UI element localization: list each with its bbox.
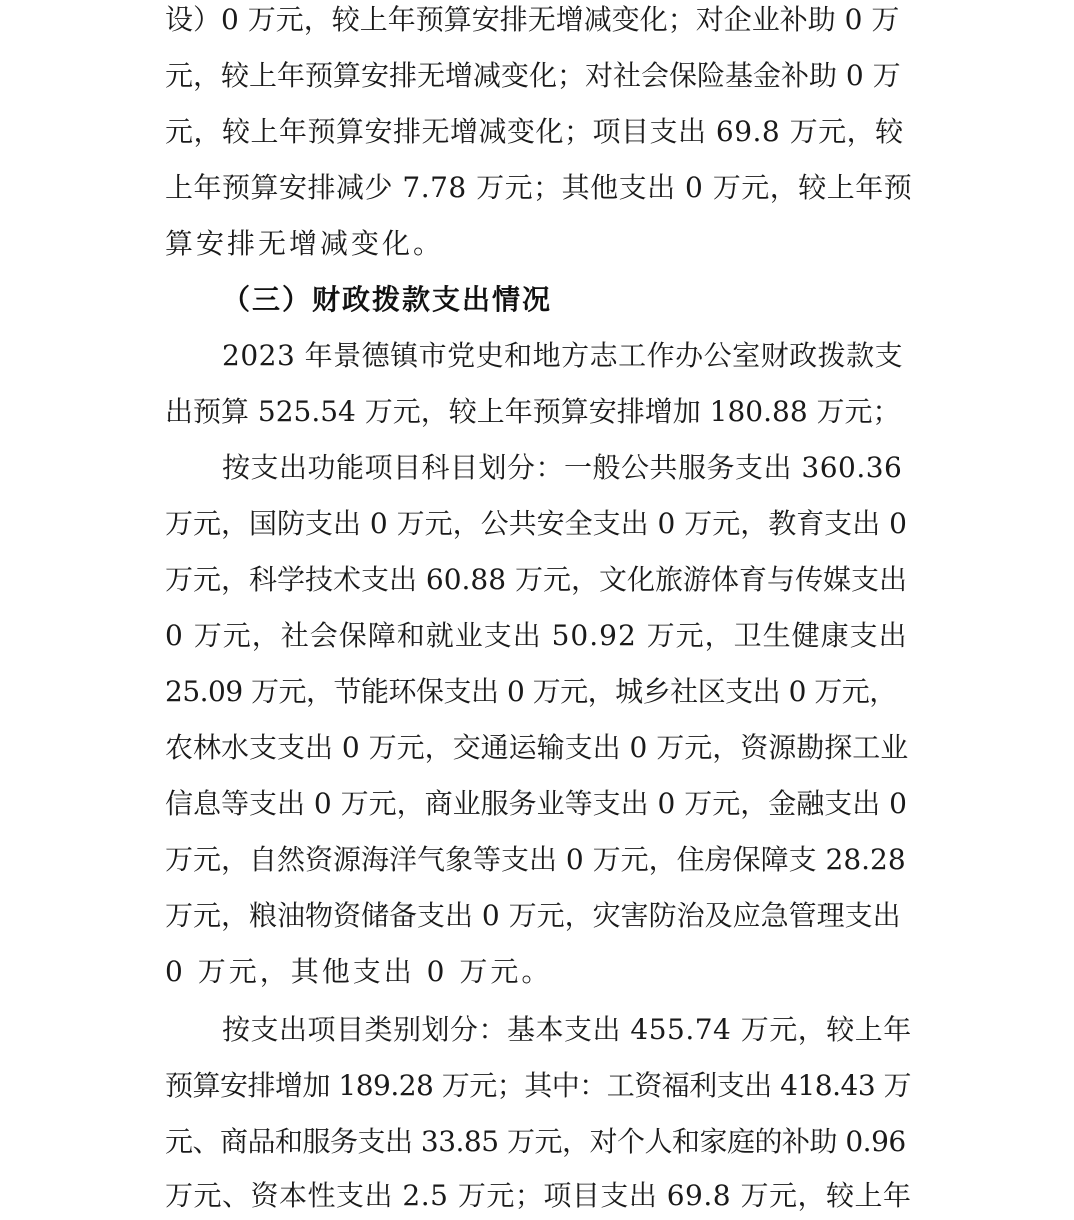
paragraph-line: 农林水支支出 0 万元，交通运输支出 0 万元，资源勘探工业: [165, 731, 909, 764]
paragraph-line: 设）0 万元，较上年预算安排无增减变化；对企业补助 0 万: [165, 3, 900, 36]
paragraph-line: 万元、资本性支出 2.5 万元；项目支出 69.8 万元，较上年: [165, 1179, 912, 1212]
paragraph-line: 元，较上年预算安排无增减变化；项目支出 69.8 万元，较: [165, 115, 904, 148]
paragraph-line: 信息等支出 0 万元，商业服务业等支出 0 万元，金融支出 0: [165, 787, 907, 820]
paragraph-line: 上年预算安排减少 7.78 万元；其他支出 0 万元，较上年预: [165, 171, 913, 204]
section-heading: （三）财政拨款支出情况: [222, 283, 553, 316]
paragraph-line: 万元，国防支出 0 万元，公共安全支出 0 万元，教育支出 0: [165, 507, 907, 540]
paragraph-line: 元，较上年预算安排无增减变化；对社会保险基金补助 0 万: [165, 59, 901, 92]
paragraph-line: 按支出项目类别划分：基本支出 455.74 万元，较上年: [222, 1013, 912, 1046]
paragraph-line: 出预算 525.54 万元，较上年预算安排增加 180.88 万元；: [165, 395, 901, 428]
paragraph-line: 元、商品和服务支出 33.85 万元，对个人和家庭的补助 0.96: [165, 1125, 906, 1158]
paragraph-line: 2023 年景德镇市党史和地方志工作办公室财政拨款支: [222, 339, 904, 372]
paragraph-line: 算安排无增减变化。: [165, 227, 445, 260]
paragraph-line: 万元，粮油物资储备支出 0 万元，灾害防治及应急管理支出: [165, 899, 901, 932]
paragraph-line: 万元，科学技术支出 60.88 万元，文化旅游体育与传媒支出: [165, 563, 907, 596]
paragraph-line: 按支出功能项目科目划分：一般公共服务支出 360.36: [222, 451, 903, 484]
paragraph-line: 预算安排增加 189.28 万元；其中：工资福利支出 418.43 万: [165, 1069, 912, 1102]
paragraph-line: 0 万元，其他支出 0 万元。: [165, 955, 553, 988]
paragraph-line: 0 万元，社会保障和就业支出 50.92 万元，卫生健康支出: [165, 619, 908, 652]
paragraph-line: 万元，自然资源海洋气象等支出 0 万元，住房保障支 28.28: [165, 843, 906, 876]
paragraph-line: 25.09 万元，节能环保支出 0 万元，城乡社区支出 0 万元，: [165, 675, 897, 708]
